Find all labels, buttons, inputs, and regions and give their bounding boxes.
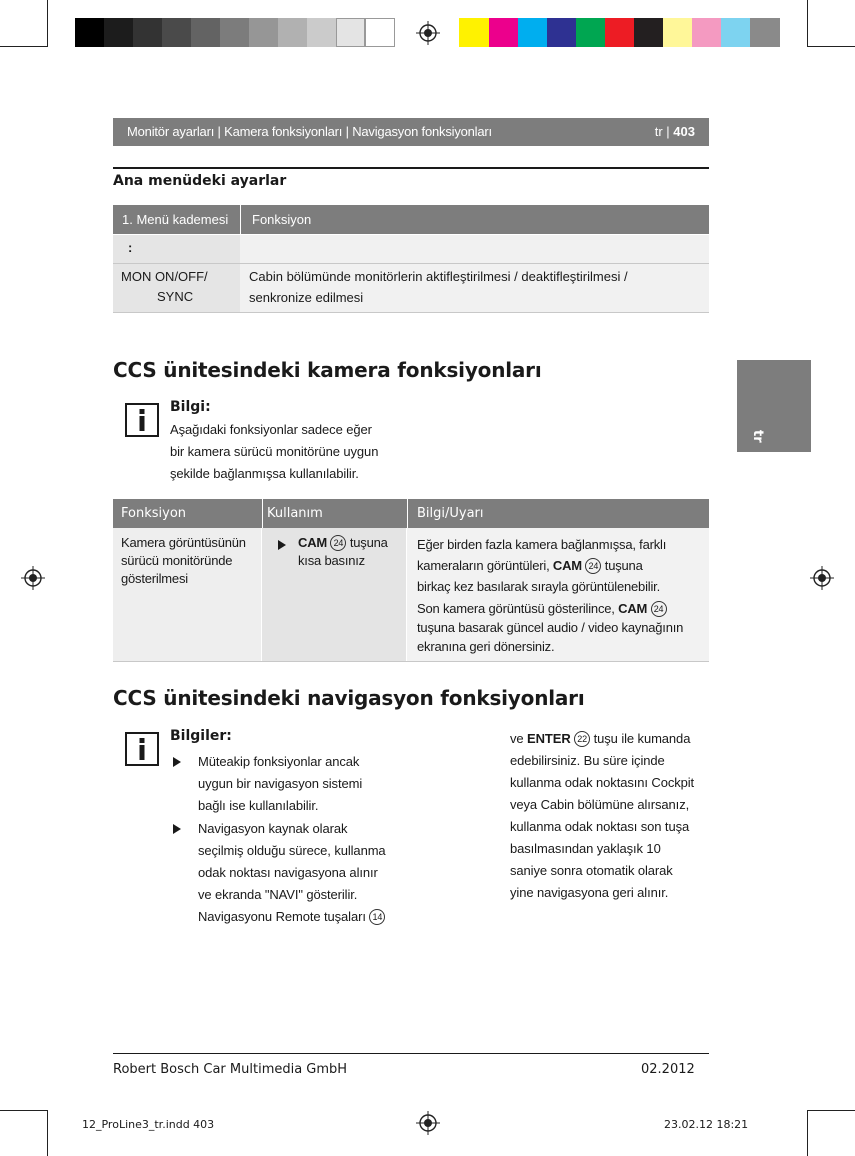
- registration-mark-icon: [810, 566, 834, 590]
- menu-table-header: [113, 205, 709, 234]
- navigation-section-heading: CCS ünitesindeki navigasyon fonksiyonları: [113, 686, 585, 710]
- crop-mark: [807, 0, 808, 46]
- bullet-text: Müteakip fonksiyonlar ancak uygun bir navigasyon sistemi bağlı ise kullanılabilir.: [198, 754, 363, 813]
- slug-filename: 12_ProLine3_tr.indd 403: [82, 1118, 215, 1131]
- running-header: [113, 118, 709, 146]
- registration-mark-icon: [21, 566, 45, 590]
- menu-level-cell: :: [128, 240, 133, 255]
- navigation-text-column: ve ENTER 22 tuşu ile kumanda edebilirsiniz. Bu süre içinde kullanma odak noktasını Cockpit veya Cabin bölümüne alırsanız, kullanma odak noktası son tuşa basılmasından yaklaşık 10 saniye sonra otomatik olarak yine navigasyona geri alınır.: [510, 731, 695, 900]
- info-text: Aşağıdaki fonksiyonlar sadece eğer bir kamera sürücü monitörüne uygun şekilde bağlanmışsa kullanılabilir.: [170, 422, 379, 481]
- column-header: 1. Menü kademesi: [122, 212, 229, 227]
- registration-mark-icon: [416, 1111, 440, 1135]
- slug-timestamp: 23.02.12 18:21: [664, 1118, 749, 1131]
- crop-mark: [47, 1110, 48, 1156]
- registration-mark-icon: [416, 21, 440, 45]
- header-page-number: tr | 403: [654, 124, 695, 139]
- function-cell: Kamera görüntüsünün sürücü monitöründe gösterilmesi: [113, 528, 261, 661]
- footer-date: 02.2012: [641, 1062, 695, 1077]
- row-divider: [113, 312, 709, 313]
- crop-mark: [0, 46, 48, 47]
- bullet-text: Navigasyon kaynak olarak seçilmiş olduğu sürece, kullanma odak noktası navigasyona alınır ve ekranda "NAVI" gösterilir. Navigasyonu Remote tuşaları 14: [198, 821, 386, 924]
- camera-section-heading: CCS ünitesindeki kamera fonksiyonları: [113, 358, 542, 382]
- language-tab-label: tr: [750, 430, 765, 443]
- column-header: Bilgi/Uyarı: [417, 506, 484, 521]
- footer-company: Robert Bosch Car Multimedia GmbH: [113, 1062, 348, 1077]
- menu-level-cell: SYNC: [157, 289, 194, 304]
- footer-rule: [113, 1053, 709, 1054]
- bullet-triangle-icon: [173, 757, 181, 767]
- key-number-badge: 14: [369, 909, 385, 925]
- crop-mark: [807, 1110, 855, 1111]
- section-rule: [113, 167, 709, 169]
- table-row: [113, 235, 709, 263]
- info-icon: [125, 732, 159, 766]
- table-row: [113, 264, 709, 312]
- column-header: Fonksiyon: [121, 506, 187, 521]
- key-number-badge: 24: [330, 535, 346, 551]
- note-cell: Eğer birden fazla kamera bağlanmışsa, farklı kameraların görüntüleri, CAM 24 tuşuna birkaç kez basılarak sırayla görüntülenebilir. Son kamera görüntüsü gösterilince, CAM 24 tuşuna basarak güncel audio / video kaynağının ekranına geri dönersiniz.: [407, 528, 709, 661]
- header-section-title: Monitör ayarları | Kamera fonksiyonları | Navigasyon fonksiyonları: [127, 124, 492, 139]
- row-divider: [113, 661, 709, 662]
- function-cell: senkronize edilmesi: [249, 290, 364, 305]
- crop-mark: [47, 0, 48, 46]
- camera-table-header: [113, 499, 709, 528]
- crop-mark: [807, 1110, 808, 1156]
- bullet-triangle-icon: [173, 824, 181, 834]
- info-title: Bilgiler:: [170, 728, 232, 744]
- column-header: Kullanım: [267, 506, 323, 521]
- column-header: Fonksiyon: [252, 212, 312, 227]
- language-tab: [737, 360, 811, 452]
- info-title: Bilgi:: [170, 399, 211, 415]
- info-icon: [125, 403, 159, 437]
- menu-settings-heading: Ana menüdeki ayarlar: [113, 173, 287, 189]
- bullet-triangle-icon: [278, 540, 286, 550]
- menu-level-cell: MON ON/OFF/: [121, 269, 208, 284]
- key-number-badge: 24: [585, 558, 601, 574]
- key-number-badge: 24: [651, 601, 667, 617]
- key-number-badge: 22: [574, 731, 590, 747]
- crop-mark: [807, 46, 855, 47]
- usage-cell: CAM 24 tuşuna kısa basınız: [262, 528, 406, 661]
- crop-mark: [0, 1110, 48, 1111]
- function-cell: Cabin bölümünde monitörlerin aktifleştirilmesi / deaktifleştirilmesi /: [249, 269, 628, 284]
